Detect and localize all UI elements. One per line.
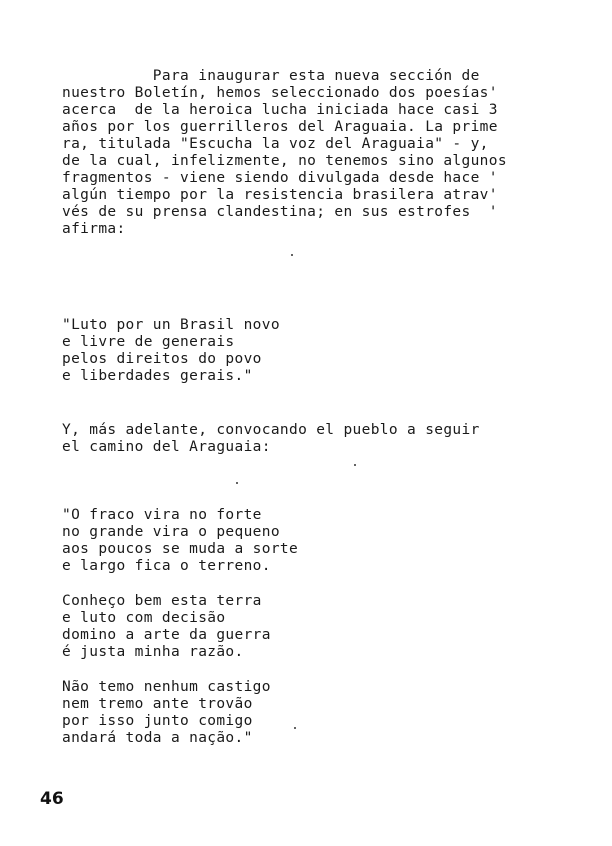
poem-line: e livre de generais — [62, 334, 235, 350]
intro-line: afirma: — [62, 221, 126, 237]
intro-line: Para inaugurar esta nueva sección de — [62, 68, 480, 84]
poem-line: "Luto por un Brasil novo — [62, 317, 280, 333]
poem-line: no grande vira o pequeno — [62, 524, 280, 540]
scan-speck — [354, 464, 356, 466]
poem-line: aos poucos se muda a sorte — [62, 541, 299, 557]
scan-speck — [291, 254, 293, 256]
intro-line: algún tiempo por la resistencia brasilera atrav' — [62, 187, 498, 203]
poem-line: Conheço bem esta terra — [62, 593, 262, 609]
poem-line: e luto com decisão — [62, 610, 226, 626]
poem-line: pelos direitos do povo — [62, 351, 262, 367]
intro-line: nuestro Boletín, hemos seleccionado dos poesías' — [62, 85, 498, 101]
poem-line: "O fraco vira no forte — [62, 507, 262, 523]
scan-speck — [236, 482, 238, 484]
poem-line: domino a arte da guerra — [62, 627, 271, 643]
poem-line: andará toda a nação." — [62, 730, 253, 746]
transition-line: Y, más adelante, convocando el pueblo a seguir — [62, 422, 480, 438]
intro-line: de la cual, infelizmente, no tenemos sino algunos — [62, 153, 507, 169]
poem-line: nem tremo ante trovão — [62, 696, 253, 712]
transition-line: el camino del Araguaia: — [62, 439, 271, 455]
intro-line: acerca de la heroica lucha iniciada hace casi 3 — [62, 102, 498, 118]
intro-line: ra, titulada "Escucha la voz del Araguaia" - y, — [62, 136, 489, 152]
intro-line: vés de su prensa clandestina; en sus estrofes ' — [62, 204, 498, 220]
scan-speck — [294, 727, 296, 729]
poem-line: Não temo nenhum castigo — [62, 679, 271, 695]
page-number: 46 — [40, 789, 64, 809]
intro-line: fragmentos - viene siendo divulgada desde hace ' — [62, 170, 498, 186]
poem-line: é justa minha razão. — [62, 644, 244, 660]
poem-line: e liberdades gerais." — [62, 368, 253, 384]
poem-line: e largo fica o terreno. — [62, 558, 271, 574]
poem-line: por isso junto comigo — [62, 713, 253, 729]
intro-line: años por los guerrilleros del Araguaia. La prime — [62, 119, 498, 135]
